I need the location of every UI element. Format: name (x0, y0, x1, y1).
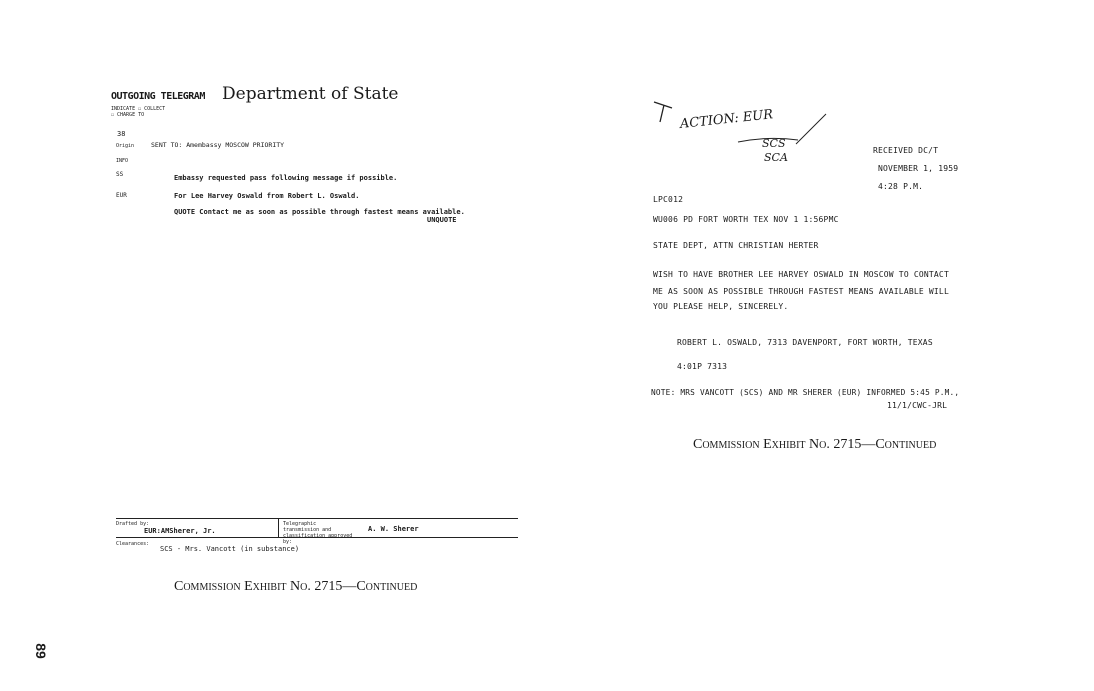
cable-line-3: STATE DEPT, ATTN CHRISTIAN HERTER (653, 241, 819, 250)
approved-by-label: Telegraphic transmission and classification approved by: (283, 521, 353, 545)
handwritten-action: ACTION: EUR (679, 107, 774, 132)
handwritten-scs: SCS (762, 137, 786, 150)
sent-to-line: SENT TO: Amembassy MOSCOW PRIORITY (151, 141, 285, 149)
received-stamp: RECEIVED DC/T (873, 146, 939, 155)
indicate-collect-label: INDICATE ☐ COLLECT (111, 106, 166, 112)
margin-code-38: 38 (117, 130, 126, 138)
clearances-label: Clearances: (116, 541, 150, 547)
note-line-2: 11/1/CWC-JRL (887, 401, 948, 410)
drafted-by-value: EUR:AMSherer, Jr. (144, 527, 216, 535)
cable-time-code: 4:01P 7313 (677, 362, 728, 371)
right-caption: Commission Exhibit No. 2715—Continued (693, 437, 937, 452)
message-line-2: For Lee Harvey Oswald from Robert L. Oswald. (174, 192, 360, 200)
received-time: 4:28 P.M. (878, 182, 924, 191)
page-number: 89 (32, 643, 49, 659)
unquote-line: UNQUOTE (427, 216, 457, 224)
cable-line-6: YOU PLEASE HELP, SINCERELY. (653, 302, 789, 311)
drafted-by-label: Drafted by: (116, 521, 150, 527)
left-caption: Commission Exhibit No. 2715—Continued (174, 579, 418, 594)
margin-code-eur: EUR (116, 192, 127, 199)
received-date: NOVEMBER 1, 1959 (878, 164, 959, 173)
note-line-1: NOTE: MRS VANCOTT (SCS) AND MR SHERER (EUR) INFORMED 5:45 P.M., (651, 388, 960, 397)
department-of-state-title: Department of State (222, 84, 399, 104)
message-line-3: QUOTE Contact me as soon as possible through fastest means available. (174, 208, 465, 216)
cable-signature: ROBERT L. OSWALD, 7313 DAVENPORT, FORT WORTH, TEXAS (677, 338, 933, 347)
clearances-value: SCS - Mrs. Vancott (in substance) (160, 545, 300, 553)
approved-by-value: A. W. Sherer (368, 525, 419, 533)
margin-code-ss: SS (116, 171, 124, 178)
cable-line-1: LPC012 (653, 195, 684, 204)
cable-line-5: ME AS SOON AS POSSIBLE THROUGH FASTEST MEANS AVAILABLE WILL (653, 287, 949, 296)
margin-code-origin: Origin (116, 143, 135, 149)
footer-top-rule (116, 518, 518, 519)
cable-line-2: WU006 PD FORT WORTH TEX NOV 1 1:56PMC (653, 215, 839, 224)
margin-code-info: INFO (116, 158, 129, 164)
charge-to-label: ☐ CHARGE TO (111, 112, 145, 118)
outgoing-telegram-label: OUTGOING TELEGRAM (111, 91, 205, 102)
cable-line-4: WISH TO HAVE BROTHER LEE HARVEY OSWALD IN MOSCOW TO CONTACT (653, 270, 949, 279)
footer-divider (278, 519, 279, 537)
handwritten-sca: SCA (764, 151, 788, 164)
message-line-1: Embassy requested pass following message if possible. (174, 174, 398, 182)
handwritten-marks (648, 96, 848, 166)
